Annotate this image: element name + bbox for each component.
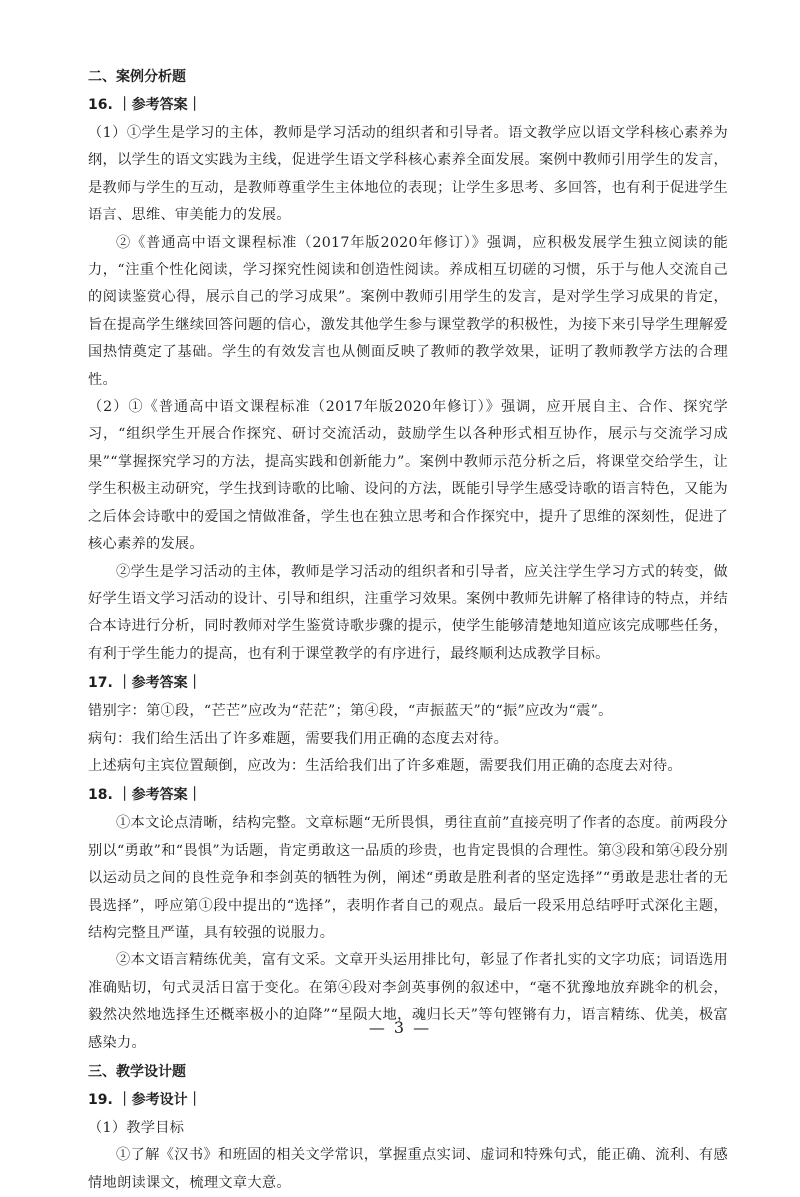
q17-paragraph-1: 错别字：第①段，“芒芒”应改为“茫茫”；第④段，“声振蓝天”的“振”应改为“震”。 [88,703,613,720]
q17-label: 17. ｜参考答案｜ [88,675,202,692]
q19-paragraph-2: ①了解《汉书》和班固的相关文学常识，掌握重点实词、虚词和特殊句式，能正确、流利、有感情地朗读课文，梳理文章大意。 [88,1147,728,1191]
q16-label: 16. ｜参考答案｜ [88,97,202,113]
q16-paragraph-4: ②学生是学习活动的主体，教师是学习活动的组织者和引导者，应关注学生学习方式的转变，做好学生语文学习活动的设计、引导和组织，注重学习效果。案例中教师先讲解了格律诗的特点，并结合本诗进行分析，同时教师对学生鉴赏诗歌步骤的提示，使学生能够清楚地知道应该完成哪些任务，有利于学生能力的提高，也有利于课堂教学的有序进行，最终顺利达成教学目标。 [88,563,728,662]
q16-paragraph-2: ②《普通高中语文课程标准（2017年版2020年修订）》强调，应积极发展学生独立阅读的能力，“注重个性化阅读，学习探究性阅读和创造性阅读。养成相互切磋的习惯，乐于与他人交流自己的阅读鉴赏心得，展示自己的学习成果”。案例中教师引用学生的发言，是对学生学习成果的肯定，旨在提高学生继续回答问题的信心，激发其他学生参与课堂教学的积极性，为接下来引导学生理解爱国热情奠定了基础。学生的有效发言也从侧面反映了教师的教学效果，证明了教师教学方法的合理性。 [88,234,728,388]
q18-label: 18. ｜参考答案｜ [88,787,202,804]
q16-paragraph-1: （1）①学生是学习的主体，教师是学习活动的组织者和引导者。语文教学应以语文学科核心素养为纲，以学生的语文实践为主线，促进学生语文学科核心素养全面发展。案例中教师引用学生的发言，是教师与学生的互动，是教师尊重学生主体地位的表现；让学生多思考、多回答，也有利于促进学生语言、思维、审美能力的发展。 [88,125,728,224]
section3-title: 三、教学设计题 [88,1064,186,1080]
q19-label: 19. ｜参考设计｜ [88,1092,202,1108]
section2-title: 二、案例分析题 [88,69,186,85]
q18-paragraph-1: ①本文论点清晰，结构完整。文章标题“无所畏惧，勇往直前”直接亮明了作者的态度。前两段分别以“勇敢”和“畏惧”为话题，肯定勇敢这一品质的珍贵，也肯定畏惧的合理性。第③段和第④段分别以运动员之间的良性竞争和李剑英的牺牲为例，阐述“勇敢是胜利者的坚定选择”“勇敢是悲壮者的无畏选择”，呼应第①段中提出的“选择”，表明作者自己的观点。最后一段采用总结呼吁式深化主题，结构完整且严谨，具有较强的说服力。 [88,815,728,941]
q18-paragraph-2: ②本文语言精练优美，富有文采。文章开头运用排比句，彰显了作者扎实的文字功底；词语选用准确贴切，句式灵活日富于变化。在第④段对李剑英事例的叙述中，“毫不犹豫地放弃跳伞的机会，毅然决然地选择生还概率极小的迫降”“星陨大地，魂归长天”等句铿锵有力，语言精练、优美，极富感染力。 [88,952,728,1051]
q16-paragraph-3: （2）①《普通高中语文课程标准（2017年版2020年修订）》强调，应开展自主、合作、探究学习，“组织学生开展合作探究、研讨交流活动，鼓励学生以各种形式相互协作，展示与交流学习成果”“掌握探究学习的方法，提高实践和创新能力”。案例中教师示范分析之后，将课堂交给学生，让学生积极主动研究，学生找到诗歌的比喻、设问的方法，既能引导学生感受诗歌的语言特色，又能为之后体会诗歌中的爱国之情做准备，学生也在独立思考和合作探究中，提升了思维的深刻性，促进了核心素养的发展。 [88,399,728,553]
q17-paragraph-2: 病句：我们给生活出了许多难题，需要我们用正确的态度去对待。 [88,730,509,747]
q19-paragraph-1: （1）教学目标 [88,1120,185,1136]
page-number: — 3 — [368,1018,432,1037]
q17-paragraph-3: 上述病句主宾位置颠倒，应改为：生活给我们出了许多难题，需要我们用正确的态度去对待。 [88,757,682,774]
